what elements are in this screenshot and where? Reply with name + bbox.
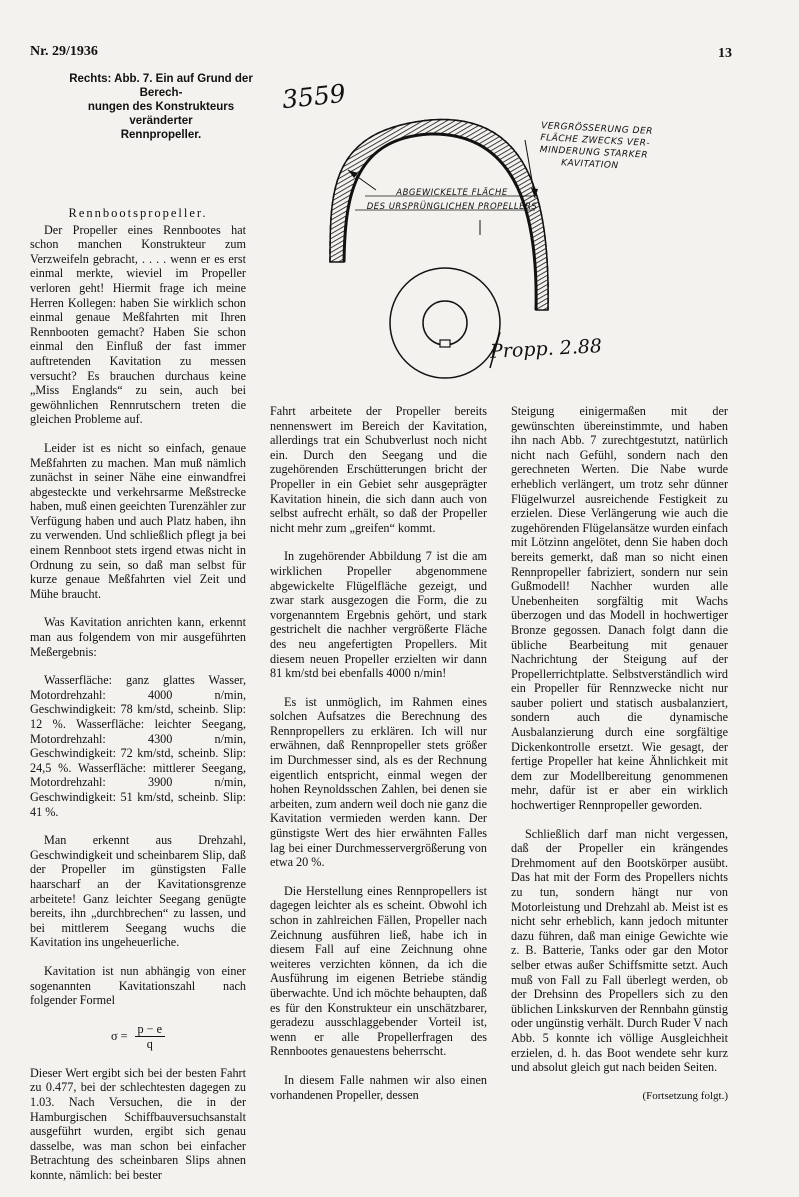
caption-line: Rennpropeller. [120, 129, 202, 141]
paragraph: Dieser Wert ergibt sich bei der besten Fahrt zu 0.477, bei der schlechtesten dagegen zu 1.03. Nach Versuchen, die in der Hamburgischen Schiffbauversuchsanstalt ausgeführt wurden, ergibt sich genau dasselbe, was man schon bei einfacher Betrachtung des scheinbaren Slips ahnen konnte, nämlich: bei bester [30, 1065, 246, 1183]
handwritten-number: 3559 [280, 78, 347, 115]
figure-caption [56, 72, 266, 142]
paragraph: Fahrt arbeitete der Propeller bereits nennenswert im Bereich der Kavitation, allerdings trat ein Schubverlust noch nicht ein. Durch den Seegang und die zugehörenden Erschütterungen bricht der Propeller in ein Gebiet sehr ausgeprägter Kavitation hinein, die sich dann auch von selbst aufrecht erhält, so daß der Propeller nicht mehr zum „greifen“ kommt. [270, 404, 487, 535]
label-line: DES URSPRÜNGLICHEN PROPELLERS [366, 202, 538, 212]
paragraph: Die Herstellung eines Rennpropellers ist dagegen leichter als es scheint. Obwohl ich schon in zahlreichen Fällen, Propeller nach Zeichnung ausführen ließ, habe ich in diesem Fall auf eine Zeichnung ohne weiteres verzichten können, da ich die Ausführung im eigenen Betriebe ständig überwachte. Und ich möchte behaupten, daß es für den Konstrukteur ein unschätzbarer, geradezu ausschlaggebender Vorteil ist, wenn er alle Propellerfragen des Rennbootes genauestens beherrscht. [270, 883, 487, 1059]
article-heading: Rennbootspropeller. [68, 206, 208, 220]
hub-keyway [440, 340, 450, 347]
original-area-label [362, 186, 542, 214]
label-line: MINDERUNG STARKER [539, 145, 649, 161]
hub-outer [390, 268, 500, 378]
paragraph: Steigung einigermaßen mit der gewünschten übereinstimmte, und haben ihn nach Abb. 7 zurechtgestutzt, natürlich nicht nach Gefühl, sondern nach den gerechneten Werten. Die Nabe wurde erheblich verlängert, um trotz sehr dünner Flügelwurzel ausreichende Festigkeit zu erzielen. Diese Verlängerung wie auch die zugehörenden Flügelansätze wurden einfach mit Lötzinn angelötet, denn Sie haben doch bereits gemerkt, daß man so nicht einen Rennpropeller fabriziert, sondern nur sein Gußmodell! Nachher wurden alle Unebenheiten sorgfältig mit Wachs überzogen und das Modell in hochwertiger Bronze gegossen. Danach folgt dann die übliche Bearbeitung mit genauer Nachrichtung der Steigung auf der Propellerrichtplatte. Selbstverständlich wird ein Propeller für Rennzwecke nicht nur sauber poliert und statisch ausbalanziert, sondern auch die dynamische Ausbalanzierung durch eine sorgfältige Dickenkontrolle ersetzt. Wie gesagt, der fertige Propeller hat keine Ähnlichkeit mit dem zur Modellbereitung genommenen mehr, dafür ist er aber ein wirklich hochwertiger Rennpropeller geworden. [511, 404, 728, 813]
enlarged-area-label [539, 120, 691, 176]
formula-numerator: p − e [135, 1022, 165, 1038]
caption-line: nungen des Konstrukteurs veränderter [87, 101, 235, 127]
label-line: ABGEWICKELTE FLÄCHE [396, 188, 508, 198]
handwritten-note: Propp. 2.88 [489, 335, 603, 363]
paragraph: In zugehörender Abbildung 7 ist die am wirklichen Propeller abgenommene abgewickelte Flügelfläche gezeigt, und zwar stark ausgezogen die Form, die zu vorgenanntem Ergebnis gehört, und stark gestrichelt die nachher vergrößerte Fläche des neu angefertigten Propellers. Mit diesem neuen Propeller erzielten wir dann 81 km/std bei ebenfalls 4000 n/min! [270, 549, 487, 681]
paragraph: Man erkennt aus Drehzahl, Geschwindigkeit und scheinbarem Slip, daß der Propeller im günstigsten Falle haarscharf an der Kavitationsgrenze arbeitete! Ganz leichter Seegang genügte bereits, ihn „durchbrechen“ zu lassen, und bei mittlerem Seegang wuchs die Kavitation ins ungeheuerliche. [30, 833, 246, 950]
paragraph: Der Propeller eines Rennbootes hat schon manchen Konstrukteur zum Verzweifeln gebracht, . . . . wenn er es erst einmal merkte, wieviel im Propeller verloren geht! Hiermit frage ich meine Herren Kollegen: haben Sie wirklich schon einmal genaue Meßfahrten mit Ihren Rennbooten gemacht? Haben Sie schon einmal den Einfluß der fast immer auftretenden Kavitation zu messen versucht? Es brauchen durchaus keine „Miss Englands“ zu sein, auch bei gewöhnlichen Rennrutschern treten die gleichen Probleme auf. [30, 222, 246, 427]
caption-line: Rechts: Abb. 7. Ein auf Grund der Berech- [69, 73, 253, 99]
cavitation-formula [30, 1022, 246, 1052]
page-number: 13 [718, 46, 732, 61]
column-3 [511, 404, 728, 1103]
paragraph: Wasserfläche: ganz glattes Wasser, Motordrehzahl: 4000 n/min, Geschwindigkeit: 78 km/std, scheinb. Slip: 12 %. Wasserfläche: leichter Seegang, Motordrehzahl: 4300 n/min, Geschwindigkeit: 72 km/std, scheinb. Slip: 24,5 %. Wasserfläche: mittlerer Seegang, Motordrehzahl: 3900 n/min, Geschwindigkeit: 51 km/std, scheinb. Slip: 41 %. [30, 673, 246, 819]
formula-lhs: σ = [110, 1029, 128, 1044]
column-1 [30, 206, 246, 1197]
paragraph: Es ist unmöglich, im Rahmen eines solchen Aufsatzes die Berechnung des Rennpropellers zu erklären. Ich will nur erwähnen, daß Rennpropeller stets größer im Durchmesser sind, als es der Rechnung eigentlich entspricht, einmal wegen der hohen Reynoldsschen Zahlen, bei denen sie arbeiten, zum andern weil doch nie ganz die Kavitation vermieden werden kann. Der günstigste Wert des hier erwähnten Falles lag bei einer Durchmesservergrößerung von etwa 20 %. [270, 694, 487, 870]
paragraph: Leider ist es nicht so einfach, genaue Meßfahrten zu machen. Man muß nämlich zunächst in seiner Nähe eine einwandfrei abgesteckte und verkehrsarme Meßstrecke haben, muß einen geeichten Turenzähler zur Verfügung haben und auch Platz haben, ihn zu verwenden. Und schließlich pflegt ja bei einem Rennboot stets irgend etwas nicht in Ordnung zu sein, so daß man selbst für kurze genaue Meßfahrten viel Zeit und Mühe braucht. [30, 440, 246, 601]
issue-number: Nr. 29/1936 [30, 44, 98, 59]
continued-note: (Fortsetzung folgt.) [642, 1089, 728, 1102]
paragraph: Was Kavitation anrichten kann, erkennt man aus folgendem von mir ausgeführten Meßergebnis: [30, 615, 246, 659]
paragraph: Kavitation ist nun abhängig von einer sogenannten Kavitationszahl nach folgender Formel [30, 963, 246, 1008]
paragraph: In diesem Falle nahmen wir also einen vorhandenen Propeller, dessen [270, 1072, 487, 1102]
formula-denominator: q [146, 1037, 153, 1052]
label-line: KAVITATION [560, 158, 619, 172]
column-2 [270, 404, 487, 1116]
label-line: FLÄCHE ZWECKS VER- [540, 133, 651, 149]
paragraph: Schließlich darf man nicht vergessen, daß der Propeller ein krängendes Drehmoment auf den Bootskörper ausübt. Das hat mit der Form des Propellers nichts zu tun, sondern hängt nur von Motorleistung und Drehzahl ab. Meist ist es nicht sehr erheblich, kann jedoch mitunter dazu führen, daß man einige Gewichte wie z. B. Batterie, Tanks oder gar den Motor selber etwas außer Schiffsmitte setzt. Auch muß von Fall zu Fall überlegt werden, ob der Drehsinn des Propellers sich zu den üblichen Linkskurven der Rennbahn günstig oder ungünstig verhält. Durch Ruder V nach Abb. 5 konnte ich völlige Ausgleichheit erzielen, d. h. das Boot wendete sehr kurz und absolut gleich gut nach beiden Seiten. [511, 826, 728, 1075]
label-line: VERGRÖSSERUNG DER [540, 121, 654, 137]
